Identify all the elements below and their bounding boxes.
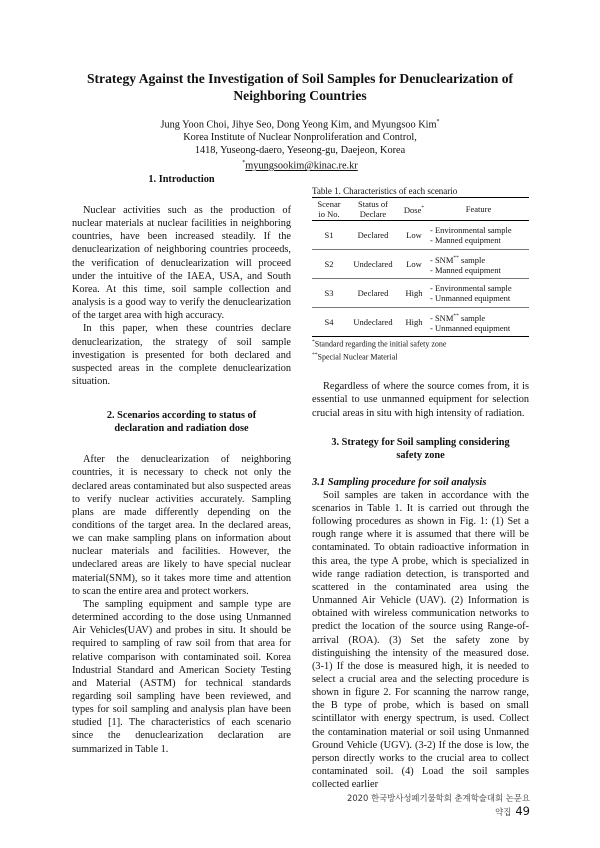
affiliation-line-1: Korea Institute of Nuclear Nonproliferation and Control,	[183, 132, 417, 144]
paper-title	[60, 70, 540, 104]
table1-footnote-1: *Standard regarding the initial safety zone	[312, 339, 447, 349]
th-feature: Feature	[465, 204, 492, 214]
footer-text: 2020 한국방사성폐기물학회 춘계학술대회 논문요약집	[346, 793, 530, 817]
th-dose: Dose*	[403, 204, 425, 215]
table-row	[312, 221, 529, 250]
table-row	[312, 308, 529, 337]
cell-scenario: S4	[324, 317, 334, 327]
title-line-1: Strategy Against the Investigation of Soil Samples for Denuclearization of	[86, 71, 514, 86]
cell-feature: - Environmental sample - Unmanned equipment	[430, 283, 512, 303]
table-row	[312, 250, 529, 279]
cell-status: Declared	[357, 288, 389, 298]
email-line	[100, 157, 500, 172]
cell-dose: High	[405, 288, 423, 298]
section2-heading: 2. Scenarios according to status of declaration and radiation dose	[106, 410, 257, 435]
cell-dose: Low	[406, 259, 422, 269]
right-paragraph-1: Regardless of where the source comes from, it is essential to use unmanned equipment for selection crucial areas in situ with high intensity of radiation.	[312, 381, 529, 419]
intro-paragraph-2: In this paper, when these countries declare denuclearization, the strategy of soil sample investigation is presented for both declared and suspected areas in the complete denuclearization situation.	[72, 323, 291, 388]
table1-footnote-2: **Special Nuclear Material	[312, 351, 398, 362]
section3-heading: 3. Strategy for Soil sampling considering safety zone	[331, 436, 510, 461]
cell-status: Undeclared	[353, 259, 393, 269]
cell-scenario: S3	[324, 288, 334, 298]
table1	[312, 197, 529, 337]
email-link[interactable]: myungsookim@kinac.re.kr	[245, 160, 358, 172]
title-line-2: Neighboring Countries	[233, 88, 367, 103]
cell-dose: High	[405, 317, 423, 327]
page-footer	[340, 792, 530, 818]
cell-scenario: S1	[324, 230, 334, 240]
cell-dose: Low	[406, 230, 422, 240]
author-names: Jung Yoon Choi, Jihye Seo, Dong Yeong Kim, and Myungsoo Kim*	[160, 119, 440, 131]
section31-heading: 3.1 Sampling procedure for soil analysis	[312, 476, 487, 488]
table1-caption: Table 1. Characteristics of each scenario	[312, 186, 458, 196]
cell-feature: - Environmental sample - Manned equipment	[430, 225, 512, 245]
author-block	[100, 116, 500, 173]
section31-paragraph-1: Soil samples are taken in accordance with the scenarios in Table 1. It is carried out through the following procedures as shown in Fig. 1: (1) Set a rough range where it is assumed that there will be contaminated. To obtain radioactive information in this area, the type A probe, which is specialized in wide range radiation detection, is transported and scattered in the contaminated area using the Unmanned Air Vehicle (UAV). (2) Information is obtained with wireless communication networks to predict the location of the source using Range-of-arrival (ROA). (3) Set the safety zone by distinguishing the intensity of the measured dose. (3-1) If the dose is measured high, it is needed to select a crucial area and the selecting procedure is shown in figure 2. For scanning the narrow range, the B type of probe, which is based on small scintillator with energy spectrum, is used. Collect the contamination material or soil using Unmanned Ground Vehicle (UGV). (3-2) If the dose is low, the person directly works to the crucial area to collect contaminated soil. (4) Load the soil samples collected earlier	[312, 489, 529, 791]
page-number: 49	[515, 804, 530, 818]
email-mark: *	[242, 160, 246, 167]
cell-status: Undeclared	[353, 317, 393, 327]
cell-feature: - SNM** sample - Unmanned equipment	[430, 312, 511, 333]
cell-feature: - SNM** sample - Manned equipment	[430, 254, 501, 275]
cell-status: Declared	[357, 230, 389, 240]
table-row	[312, 279, 529, 308]
intro-heading: 1. Introduction	[148, 174, 215, 185]
corresponding-mark: *	[436, 119, 440, 125]
intro-paragraph-1: Nuclear activities such as the production of nuclear materials at nuclear facilities in neighboring countries, have been increased steadily. If the denuclearization of neighboring countries proceeds, the verification of denuclearization will proceed under the intuitive of the IAEA, USA, and South Korea. At this time, soil sample collection and analysis is a good way to verify the denuclearization of the target area with high accuracy.	[72, 205, 291, 322]
th-status: Status of Declare	[358, 199, 388, 219]
cell-scenario: S2	[324, 259, 334, 269]
section2-paragraph-2: The sampling equipment and sample type are determined according to the dose using Unmanned Air Vehicles(UAV) and probes in situ. It should be required to sampling of raw soil from that area for relative comparison with contaminated soil. Korea Industrial Standard and American Society Testing and Material (ASTM) for technical standards regarding soil sampling have been reviewed, and types for soil sampling and analysis plan have been studied [1]. The characteristics of each scenario since the denuclearization declaration are summarized in Table 1.	[72, 598, 291, 755]
section2-paragraph-1: After the denuclearization of neighboring countries, it is necessary to check not only the declared areas contaminated but also suspected areas to verify nuclear activities accurately. Sampling plans are made differently depending on the conditions of the target area. In the declared areas, we can make sampling plans on information about nuclear materials and facilities. However, the undeclared areas are likely to have special nuclear material(SNM), so it takes more time and attention to scan the entire area and protect workers.	[72, 454, 291, 597]
affiliation-line-2: 1418, Yuseong-daero, Yeseong-gu, Daejeon, Korea	[194, 145, 406, 157]
th-scenario: Scenar io No.	[317, 199, 341, 219]
table1-header-row	[312, 198, 529, 221]
left-column	[72, 173, 291, 756]
right-column	[312, 186, 529, 791]
